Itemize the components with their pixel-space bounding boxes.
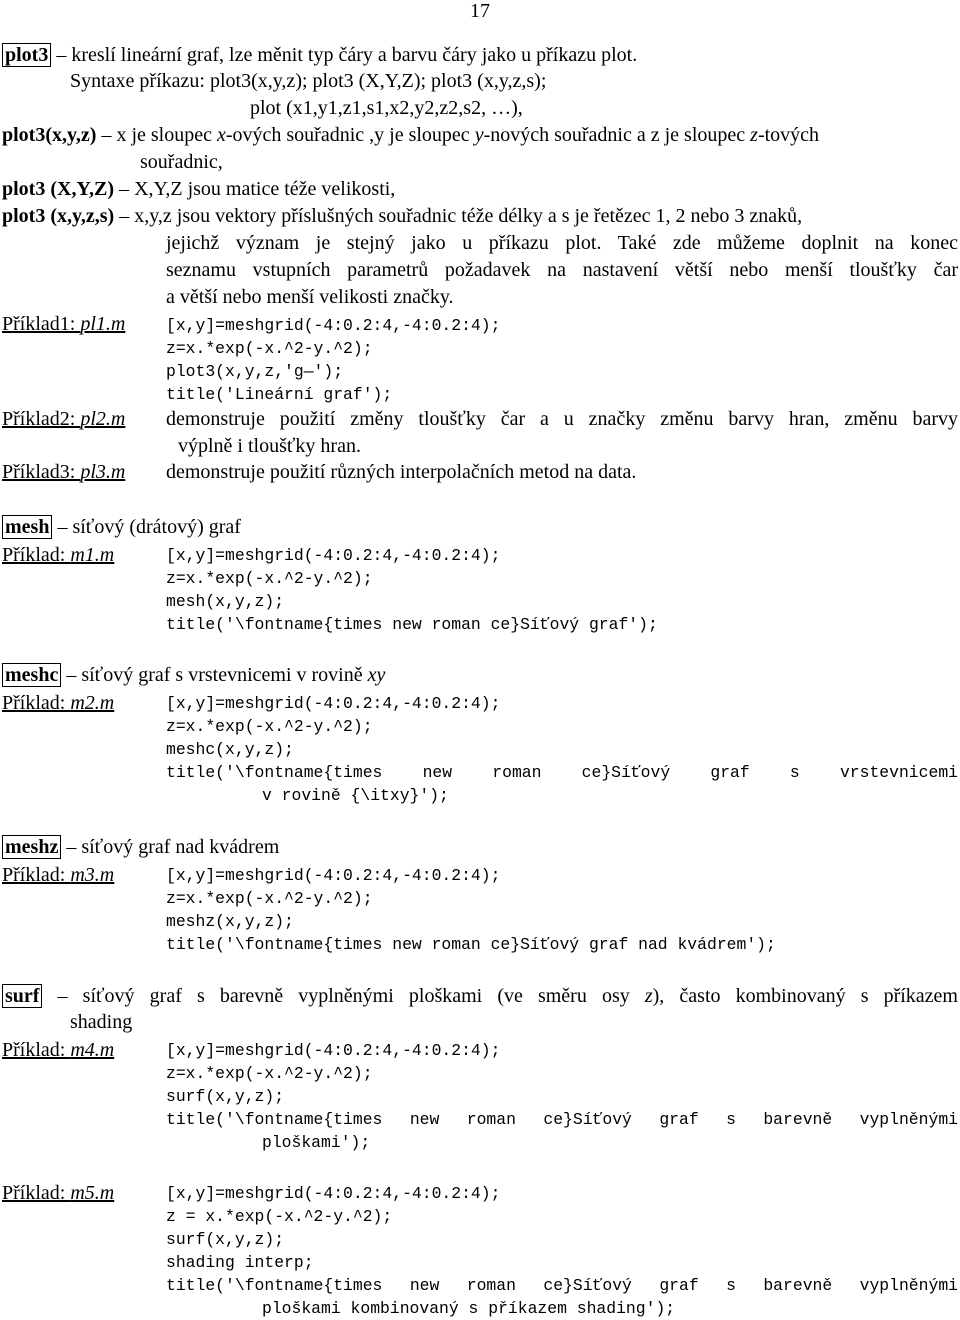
code-line: [x,y]=meshgrid(-4:0.2:4,-4:0.2:4);	[166, 1041, 501, 1060]
mesh-keyword: mesh	[2, 515, 52, 539]
surf-heading-line	[2, 984, 958, 1008]
plot3-def-xyz-cont: souřadnic,	[140, 151, 223, 173]
def-text: -nových souřadnic a z je sloupec	[483, 124, 751, 146]
code-line: z = x.*exp(-x.^2-y.^2);	[166, 1207, 393, 1226]
meshz-heading-line	[2, 835, 279, 859]
example-label-text: Příklad1:	[2, 313, 81, 335]
def-text: – X,Y,Z jsou matice téže velikosti,	[114, 178, 396, 200]
def-text: -tových	[757, 124, 820, 146]
example-file-link[interactable]: m5.m	[70, 1182, 115, 1204]
def-text: – x je sloupec	[96, 124, 217, 146]
code-line: surf(x,y,z);	[166, 1087, 285, 1106]
code-line: title('\fontname{times new roman ce}Síťový graf');	[166, 615, 658, 634]
def-text-italic: y	[474, 124, 484, 146]
example-label-text: Příklad:	[2, 1039, 71, 1061]
example-file-link[interactable]: pl1.m	[80, 313, 126, 335]
example2-description-cont: výplně i tloušťky hran.	[178, 435, 361, 457]
plot3-keyword: plot3	[2, 43, 51, 67]
code-line: z=x.*exp(-x.^2-y.^2);	[166, 717, 373, 736]
example-label-text: Příklad2:	[2, 408, 81, 430]
plot3-def-xyzs-cont3: a větší nebo menší velikosti značky.	[166, 286, 454, 308]
example3-label	[2, 461, 125, 484]
code-line: surf(x,y,z);	[166, 1230, 285, 1249]
def-term: plot3(x,y,z)	[2, 124, 97, 146]
meshz-summary: – síťový graf nad kvádrem	[61, 836, 280, 858]
surf-summary: – síťový graf s barevně vyplněnými ploškami (ve směru osy	[42, 985, 645, 1007]
surf-summary-end: ), často kombinovaný s příkazem	[652, 985, 958, 1007]
meshz-example-label	[2, 864, 114, 887]
meshc-example-label	[2, 692, 114, 715]
meshz-keyword: meshz	[2, 835, 61, 859]
example2-description: demonstruje použití změny tloušťky čar a u značky změnu barvy hran, změnu barvy	[166, 408, 958, 430]
code-line: z=x.*exp(-x.^2-y.^2);	[166, 339, 373, 358]
plot3-def-xyzs-cont2: seznamu vstupních parametrů požadavek na nastavení větší nebo menší tloušťky čar	[166, 259, 958, 281]
code-line: title('\fontname{times new roman ce}Síťový graf s barevně vyplněnými	[166, 1110, 958, 1129]
code-line: meshc(x,y,z);	[166, 740, 294, 759]
page-number: 17	[470, 0, 490, 22]
example2-label	[2, 408, 125, 431]
code-line: title('\fontname{times new roman ce}Síťový graf s vrstevnicemi	[166, 763, 958, 782]
def-text: -ových souřadnic ,y je sloupec	[225, 124, 475, 146]
example-label-text: Příklad:	[2, 544, 71, 566]
code-line: mesh(x,y,z);	[166, 592, 285, 611]
meshc-summary: – síťový graf s vrstevnicemi v rovině	[61, 664, 368, 686]
def-text-italic: x	[216, 124, 226, 146]
example-file-link[interactable]: m1.m	[70, 544, 115, 566]
example-file-link[interactable]: pl2.m	[80, 408, 126, 430]
surf-summary-cont: shading	[70, 1011, 133, 1033]
code-line: shading interp;	[166, 1253, 314, 1272]
example-label-text: Příklad3:	[2, 461, 81, 483]
example-file-link[interactable]: m4.m	[70, 1039, 115, 1061]
example1-label	[2, 313, 125, 336]
mesh-heading-line	[2, 515, 241, 539]
example-label-text: Příklad:	[2, 692, 71, 714]
meshc-heading-line	[2, 663, 385, 687]
plot3-heading-line	[2, 43, 637, 67]
def-text: – x,y,z jsou vektory příslušných souřadnic téže délky a s je řetězec 1, 2 nebo 3 znaků,	[114, 205, 803, 227]
code-line: [x,y]=meshgrid(-4:0.2:4,-4:0.2:4);	[166, 546, 501, 565]
example-file-link[interactable]: m2.m	[70, 692, 115, 714]
code-line: [x,y]=meshgrid(-4:0.2:4,-4:0.2:4);	[166, 316, 501, 335]
plot3-syntax-line-2: plot (x1,y1,z1,s1,x2,y2,z2,s2, …),	[250, 97, 523, 119]
code-line: ploškami kombinovaný s příkazem shading');	[262, 1299, 676, 1318]
plot3-syntax-line: Syntaxe příkazu: plot3(x,y,z); plot3 (X,Y,Z); plot3 (x,y,z,s);	[70, 70, 547, 92]
example-file-link[interactable]: m3.m	[70, 864, 115, 886]
code-line: z=x.*exp(-x.^2-y.^2);	[166, 569, 373, 588]
code-line: z=x.*exp(-x.^2-y.^2);	[166, 1064, 373, 1083]
code-line: z=x.*exp(-x.^2-y.^2);	[166, 889, 373, 908]
code-line: title('Lineární graf');	[166, 385, 393, 404]
plot3-summary: – kreslí lineární graf, lze měnit typ čáry a barvu čáry jako u příkazu plot.	[51, 44, 638, 66]
meshc-summary-xy: xy	[367, 664, 386, 686]
surf-example4-label	[2, 1039, 114, 1062]
surf-keyword: surf	[2, 984, 42, 1008]
example-label-text: Příklad:	[2, 864, 71, 886]
code-line: plot3(x,y,z,'g—');	[166, 362, 344, 381]
code-line: [x,y]=meshgrid(-4:0.2:4,-4:0.2:4);	[166, 866, 501, 885]
mesh-summary: – síťový (drátový) graf	[52, 516, 241, 538]
example3-description: demonstruje použití různých interpolačních metod na data.	[166, 461, 637, 483]
surf-example5-label	[2, 1182, 114, 1205]
code-line: meshz(x,y,z);	[166, 912, 294, 931]
code-line: title('\fontname{times new roman ce}Síťový graf nad kvádrem');	[166, 935, 776, 954]
def-term: plot3 (X,Y,Z)	[2, 178, 115, 200]
code-line: title('\fontname{times new roman ce}Síťový graf s barevně vyplněnými	[166, 1276, 958, 1295]
example-file-link[interactable]: pl3.m	[80, 461, 126, 483]
example-label-text: Příklad:	[2, 1182, 71, 1204]
def-text-italic: z	[750, 124, 758, 146]
plot3-def-xyz	[2, 124, 819, 147]
surf-summary-z: z	[644, 985, 653, 1007]
code-line: v rovině {\itxy}');	[262, 786, 449, 805]
code-line: ploškami');	[262, 1133, 371, 1152]
code-line: [x,y]=meshgrid(-4:0.2:4,-4:0.2:4);	[166, 694, 501, 713]
code-line: [x,y]=meshgrid(-4:0.2:4,-4:0.2:4);	[166, 1184, 501, 1203]
plot3-def-XYZ	[2, 178, 395, 201]
def-term: plot3 (x,y,z,s)	[2, 205, 115, 227]
plot3-def-xyzs-cont1: jejichž význam je stejný jako u příkazu plot. Také zde můžeme doplnit na konec	[166, 232, 958, 254]
meshc-keyword: meshc	[2, 663, 61, 687]
plot3-def-xyzs	[2, 205, 802, 228]
mesh-example-label	[2, 544, 114, 567]
